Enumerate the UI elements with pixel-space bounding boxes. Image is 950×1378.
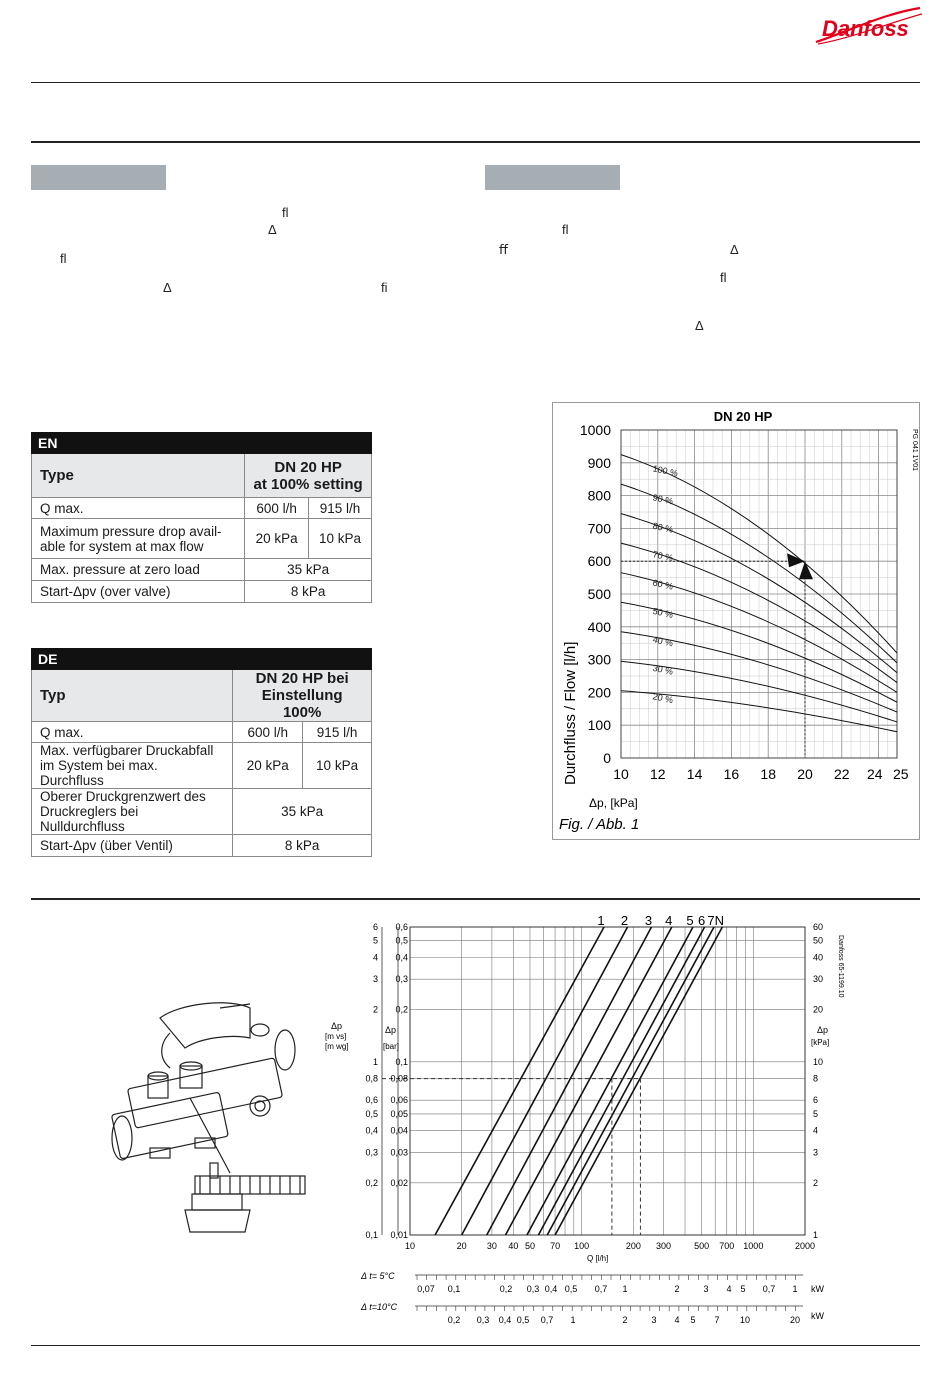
y-tick-label: 500 [587,586,611,602]
y-tick-label: 800 [587,487,611,504]
danfoss-logo [812,4,924,48]
series-line [547,927,714,1235]
y-tick-kpa: 2 [813,1177,819,1188]
y-tick-label: 1000 [579,422,611,438]
glyph: Δ [268,222,277,237]
fig2-lines [382,913,724,1235]
y-tick-bar: 0,5 [395,935,408,946]
row-value: 8 kPa [233,835,372,857]
row-value: 20 kPa [233,743,303,789]
series-label: N [714,913,725,928]
dt10-tick-label: 10 [739,1315,751,1325]
x-tick-label: 22 [834,766,850,782]
table-row [32,498,372,519]
fig1-chart [553,403,919,839]
series-label: 40 % [651,634,675,649]
y-tick-kpa: 40 [813,952,824,963]
fig2-mid-unit: [bar] [383,1042,400,1051]
dt5-tick-label: 1 [792,1284,798,1294]
series-line [487,927,652,1235]
dt10-tick-label: 5 [690,1315,696,1325]
y-tick-label: 200 [587,684,611,701]
y-tick-kpa: 1 [813,1230,819,1240]
model-header [233,670,372,722]
glyph: ﬀ [499,242,508,257]
dt5-tick-label: 3 [703,1284,709,1294]
fig2-dt10-label: Δ t=10°C [361,1302,398,1312]
type-label: Type [32,454,245,498]
y-tick-kpa: 30 [813,974,824,985]
x-tick-label: 100 [574,1241,590,1251]
series-label: 90 % [651,492,675,507]
fig2-kw: kW [811,1284,824,1294]
x-tick-label: 20 [456,1241,467,1251]
fig2-ticks [365,922,823,1325]
x-tick-label: 2000 [794,1241,816,1251]
y-tick-bar: 0,04 [390,1125,408,1136]
y-tick-kpa: 20 [813,1004,824,1015]
model-header [245,454,372,498]
section-rule [31,141,920,143]
y-tick-bar: 0,1 [395,1056,408,1067]
dt5-tick-label: 0,07 [417,1284,435,1294]
y-tick-label: 300 [587,651,611,668]
y-tick-bar: 0,03 [390,1147,408,1158]
spec-table-de [31,648,372,857]
y-tick-mwg: 3 [372,974,378,985]
fig2-grid [382,927,805,1235]
table-row [32,743,372,789]
x-tick-label: 70 [550,1241,561,1251]
fig2-right-unit: Δp [817,1025,829,1035]
valve-illustration [100,998,315,1238]
y-tick-mwg: 0,5 [365,1108,378,1119]
en-heading-bar [31,165,166,190]
fig2-mid-unit: Δp [385,1025,397,1035]
row-value: 20 kPa [245,519,309,559]
model-line: Einstellung 100% [261,687,343,721]
y-tick-bar: 0,08 [390,1073,408,1084]
section-rule [31,898,920,900]
y-tick-mwg: 0,4 [365,1125,378,1136]
x-tick-label: 14 [686,766,703,782]
dt5-tick-label: 0,3 [526,1284,540,1294]
y-tick-kpa: 8 [813,1073,819,1084]
y-tick-kpa: 50 [813,935,824,946]
series-label: 100 % [651,463,679,479]
fig2-code: Danfoss 65-1199.10 [837,935,844,998]
glyph: ﬂ [720,270,727,285]
dt5-tick-label: 1 [622,1284,628,1294]
model-line: DN 20 HP [274,458,342,476]
glyph: ﬂ [562,222,569,237]
y-tick-bar: 0,02 [390,1177,408,1188]
y-tick-bar: 0,01 [390,1230,408,1240]
x-tick-label: 10 [404,1241,416,1251]
row-label: Start-Δpv (über Ventil) [32,835,233,857]
x-tick-label: 700 [719,1241,735,1251]
dt5-tick-label: 5 [740,1284,746,1294]
dt5-tick-label: 2 [674,1284,680,1294]
table-row [32,559,372,581]
footer-rule [31,1345,920,1346]
dt10-tick-label: 0,4 [498,1315,512,1325]
dt5-tick-label: 0,2 [499,1284,513,1294]
row-label: Maximum pressure drop avail-able for system at max flow [32,519,245,559]
model-line: at 100% setting [253,475,363,493]
y-tick-label: 400 [587,618,611,635]
table-row [32,581,372,603]
y-tick-mwg: 0,2 [365,1177,378,1188]
row-label: Max. verfügbarer Druckabfall im System bei max. Durchfluss [32,743,233,789]
series-label: 80 % [651,520,675,535]
y-tick-kpa: 60 [813,922,824,932]
dt10-tick-label: 3 [651,1315,657,1325]
fig1-title: DN 20 HP [713,409,773,424]
row-value: 600 l/h [245,498,309,519]
y-tick-mwg: 0,6 [365,1095,378,1106]
y-tick-mwg: 5 [372,935,378,946]
series-label: 6 [697,913,706,928]
y-tick-bar: 0,2 [395,1004,408,1015]
fig1-ticks [580,422,909,782]
x-tick-label: 12 [650,766,666,782]
fig2-left-unit: [m wg] [325,1042,349,1051]
table-row [32,789,372,835]
series-label: 5 [686,913,694,928]
fig2-dt5-label: Δ t= 5°C [361,1271,395,1281]
glyph: Δ [730,242,739,257]
y-tick-kpa: 4 [813,1125,819,1136]
row-value: 8 kPa [245,581,372,603]
y-tick-bar: 0,4 [395,952,408,963]
series-label: 1 [597,913,605,928]
table-row [32,519,372,559]
y-tick-label: 700 [587,520,611,537]
series-label: 4 [665,913,673,928]
series-label: 20 % [651,691,675,706]
dt5-tick-label: 0,5 [564,1284,578,1294]
fig2-right-unit: [kPa] [811,1038,830,1047]
y-tick-mwg: 0,3 [365,1147,378,1158]
glyph: Δ [163,280,172,295]
y-tick-mwg: 1 [372,1056,378,1067]
dt10-tick-label: 1 [570,1315,576,1325]
y-tick-mwg: 0,8 [365,1073,378,1084]
model-line: DN 20 HP bei [255,670,349,687]
glyph: ﬂ [60,251,67,266]
dt5-tick-label: 4 [726,1284,732,1294]
x-tick-label: 50 [524,1241,535,1251]
spec-table-en [31,432,372,603]
table-lang: EN [32,433,372,454]
series-line [527,927,693,1235]
x-tick-label: 10 [613,766,629,782]
row-label: Q max. [32,722,233,743]
dt5-tick-label: 0,7 [594,1284,608,1294]
series-line [462,927,628,1235]
series-line [538,927,704,1235]
row-value: 35 kPa [233,789,372,835]
y-tick-kpa: 10 [813,1056,824,1067]
row-value: 915 l/h [309,498,372,519]
fig2-xlabel: Q [l/h] [587,1254,609,1263]
fig1-caption: Fig. / Abb. 1 [559,816,640,833]
y-tick-bar: 0,06 [390,1095,408,1106]
y-tick-mwg: 2 [372,1004,378,1015]
x-tick-label: 24 [867,766,883,782]
y-tick-kpa: 6 [813,1095,819,1106]
header-rule [31,82,920,83]
x-tick-label: 200 [625,1241,641,1251]
y-tick-label: 100 [587,717,611,734]
row-value: 35 kPa [245,559,372,581]
series-label: 60 % [651,577,675,592]
y-tick-mwg: 6 [372,922,378,932]
fig1-xlabel: Δp, [kPa] [589,796,638,810]
logo-wordmark: Danfoss [822,16,909,41]
table-lang: DE [32,649,372,670]
marker-arrow [799,561,813,579]
fig2-kw: kW [811,1311,824,1321]
row-value: 915 l/h [303,722,372,743]
x-tick-label: 30 [486,1241,497,1251]
fig2-chart [325,905,865,1325]
dt10-tick-label: 2 [622,1315,628,1325]
series-label: 70 % [651,549,675,564]
fig2-left-unit: [m vs] [325,1032,347,1041]
x-tick-label: 16 [723,766,740,782]
x-tick-label: 40 [508,1241,519,1251]
x-tick-label: 1000 [743,1241,764,1251]
fig1-ylabel: Durchfluss / Flow [l/h] [562,641,579,785]
y-tick-label: 900 [587,454,611,471]
series-line [555,927,722,1235]
row-label: Start-Δpv (over valve) [32,581,245,603]
dt10-tick-label: 0,3 [476,1315,490,1325]
dt5-tick-label: 0,7 [762,1284,776,1294]
x-tick-label: 18 [760,766,776,782]
series-line [505,927,671,1235]
dt5-tick-label: 0,4 [544,1284,558,1294]
y-tick-bar: 0,3 [395,974,408,985]
series-label: 7 [707,913,715,928]
type-label: Typ [32,670,233,722]
de-heading-bar [485,165,620,190]
y-tick-label: 0 [603,750,611,766]
row-label: Oberer Druckgrenzwert des Druckreglers bei Nulldurchfluss [32,789,233,835]
dt10-tick-label: 4 [674,1315,680,1325]
table-row [32,722,372,743]
dt10-tick-label: 0,2 [447,1315,461,1325]
row-value: 10 kPa [303,743,372,789]
x-tick-label: 300 [656,1241,672,1251]
y-tick-bar: 0,05 [390,1108,408,1119]
series-label: 50 % [651,605,675,620]
glyph: ﬂ [282,205,289,220]
row-value: 10 kPa [309,519,372,559]
row-label: Max. pressure at zero load [32,559,245,581]
dt10-tick-label: 0,7 [540,1315,554,1325]
fig1-code: PG 041 1V01 [911,429,918,472]
glyph: ﬁ [381,280,388,295]
dt10-tick-label: 20 [789,1315,801,1325]
x-tick-label: 25 [893,766,909,782]
row-label: Q max. [32,498,245,519]
y-tick-bar: 0,6 [395,922,408,932]
dt5-tick-label: 0,1 [447,1284,461,1294]
y-tick-mwg: 0,1 [365,1230,378,1240]
fig2-left-unit: Δp [331,1021,343,1031]
fig1-chart-frame [552,402,920,840]
dt10-tick-label: 0,5 [516,1315,530,1325]
y-tick-label: 600 [587,553,611,570]
series-label: 30 % [651,662,675,677]
x-tick-label: 20 [797,766,813,782]
series-label: 3 [644,913,653,928]
y-tick-kpa: 3 [813,1147,819,1158]
series-line [435,927,604,1235]
row-value: 600 l/h [233,722,303,743]
y-tick-mwg: 4 [372,952,378,963]
table-row [32,835,372,857]
y-tick-kpa: 5 [813,1108,819,1119]
glyph: Δ [695,318,704,333]
dt10-tick-label: 7 [714,1315,720,1325]
x-tick-label: 500 [694,1241,710,1251]
series-label: 2 [620,913,629,928]
